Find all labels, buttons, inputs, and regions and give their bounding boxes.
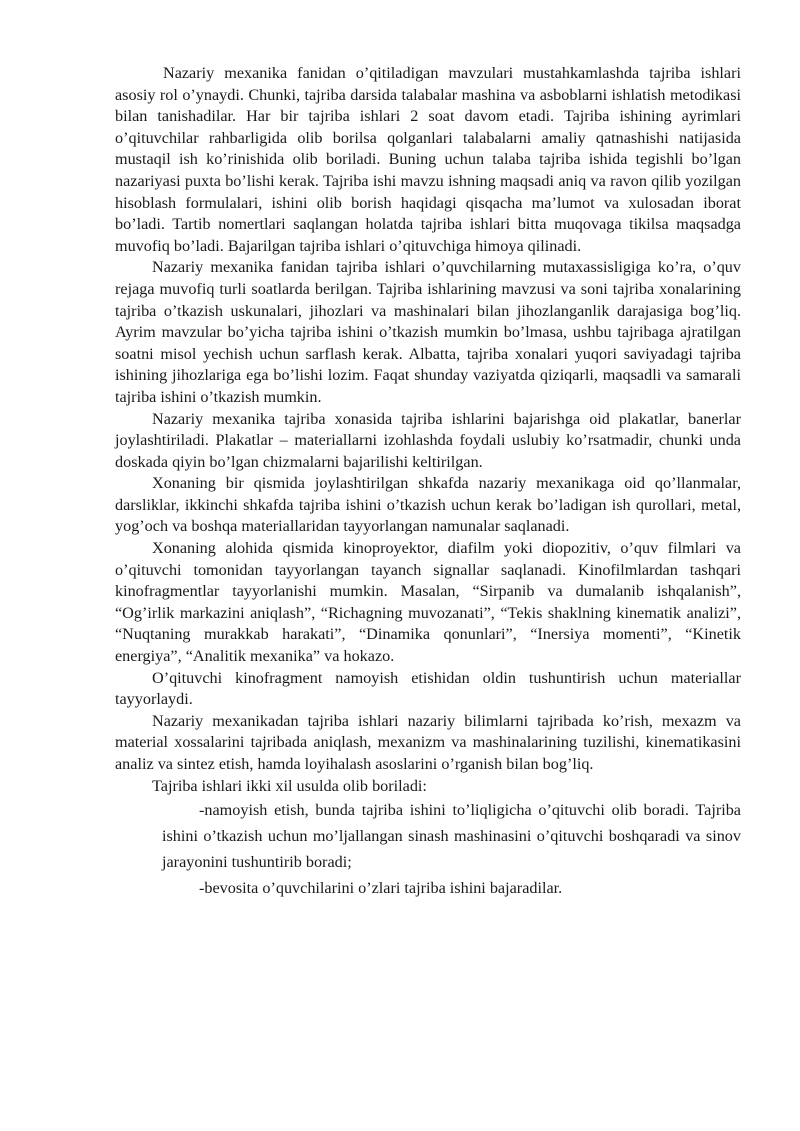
list-dash: - [199,801,205,820]
list-dash: - [199,879,205,898]
paragraph: Xonaning alohida qismida kinoproyektor, diafilm yoki diopozitiv, o’quv filmlari va o’qituvchi tomonidan tayyorlangan tayanch signallar saqlanadi. Kinofilmlardan tashqari kinofragmentlar tayyorlanishi mumkin. Masalan, “Sirpanib va dumalanib ishqalanish”, “Og’irlik markazini aniqlash”, “Richagning muvozanati”, “Tekis shaklning kinematik analizi”, “Nuqtaning murakkab harakati”, “Dinamika qonunlari”, “Inersiya momenti”, “Kinetik energiya”, “Analitik mexanika” va hokazo. [115,539,741,666]
list-item-text: namoyish etish, bunda tajriba ishini to’liqligicha o’qituvchi olib boradi. Tajriba ishini o’tkazish uchun mo’ljallangan sinash mashinasini o’qituvchi boshqaradi va sinov jarayonini tushuntirib boradi; [162,801,741,872]
paragraph: Nazariy mexanikadan tajriba ishlari nazariy bilimlarni tajribada ko’rish, mexazm va material xossalarini tajribada aniqlash, mexanizm va mashinalarining tuzilishi, kinematikasini analiz va sintez etish, hamda loyihalash asoslarini o’rganish bilan bog’liq. [115,711,741,773]
list-item [162,797,741,875]
paragraph: O’qituvchi kinofragment namoyish etishidan oldin tushuntirish uchun materiallar tayyorlaydi. [115,668,741,709]
paragraph: Nazariy mexanika fanidan tajriba ishlari o’quvchilarning mutaxassisligiga ko’ra, o’quv rejaga muvofiq turli soatlarda berilgan. Tajriba ishlarining mavzusi va soni tajriba xonalarining tajriba o’tkazish uskunalari, jihozlari va mashinalari bilan jihozlanganlik darajasiga bog’liq. Ayrim mavzular bo’yicha tajriba ishini o’tkazish mumkin bo’lmasa, ushbu tajribaga ajratilgan soatni misol yechish uchun sarflash kerak. Albatta, tajriba xonalari yuqori saviyadagi tajriba ishining jihozlariga ega bo’lishi lozim. Faqat shunday vaziyatda qiziqarli, maqsadli va samarali tajriba ishini o’tkazish mumkin. [115,258,741,406]
list-item [162,875,741,901]
paragraph: Xonaning bir qismida joylashtirilgan shkafda nazariy mexanikaga oid qo’llanmalar, darsliklar, ikkinchi shkafda tajriba ishini o’tkazish uchun kerak bo’ladigan ish qurollari, metal, yog’och va boshqa materiallaridan tayyorlangan namunalar saqlanadi. [115,474,741,536]
paragraph: Nazariy mexanika fanidan o’qitiladigan mavzulari mustahkamlashda tajriba ishlari asosiy rol o’ynaydi. Chunki, tajriba darsida talabalar mashina va asboblarni ishlatish metodikasi bilan tanishadilar. Har bir tajriba ishlari 2 soat davom etadi. Tajriba ishining ayrimlari o’qituvchilar rahbarligida olib borilsa qolganlari talabalarni amaliy qatnashishi natijasida mustaqil ish ko’rinishida olib boriladi. Buning uchun talaba tajriba ishida tegishli bo’lgan nazariyasi puxta bo’lishi kerak. Tajriba ishi mavzu ishning maqsadi aniq va ravon qilib yozilgan hisoblash formulalari, ishini olib borish haqidagi qisqacha ma’lumot va xulosadan iborat bo’ladi. Tartib nomertlari saqlangan holatda tajriba ishlari bitta muqovaga tikilsa maqsadga muvofiq bo’ladi. Bajarilgan tajriba ishlari o’qituvchiga himoya qilinadi. [115,64,741,255]
paragraph: Tajriba ishlari ikki xil usulda olib boriladi: [152,776,427,795]
list-item-text: bevosita o’quvchilarini o’zlari tajriba ishini bajaradilar. [204,879,563,898]
document-page [115,63,741,901]
paragraph: Nazariy mexanika tajriba xonasida tajriba ishlarini bajarishga oid plakatlar, banerlar joylashtiriladi. Plakatlar – materiallarni izohlashda foydali uslubiy ko’rsatmadir, chunki unda doskada qiyin bo’lgan chizmalarni bajarilishi keltirilgan. [115,409,741,471]
